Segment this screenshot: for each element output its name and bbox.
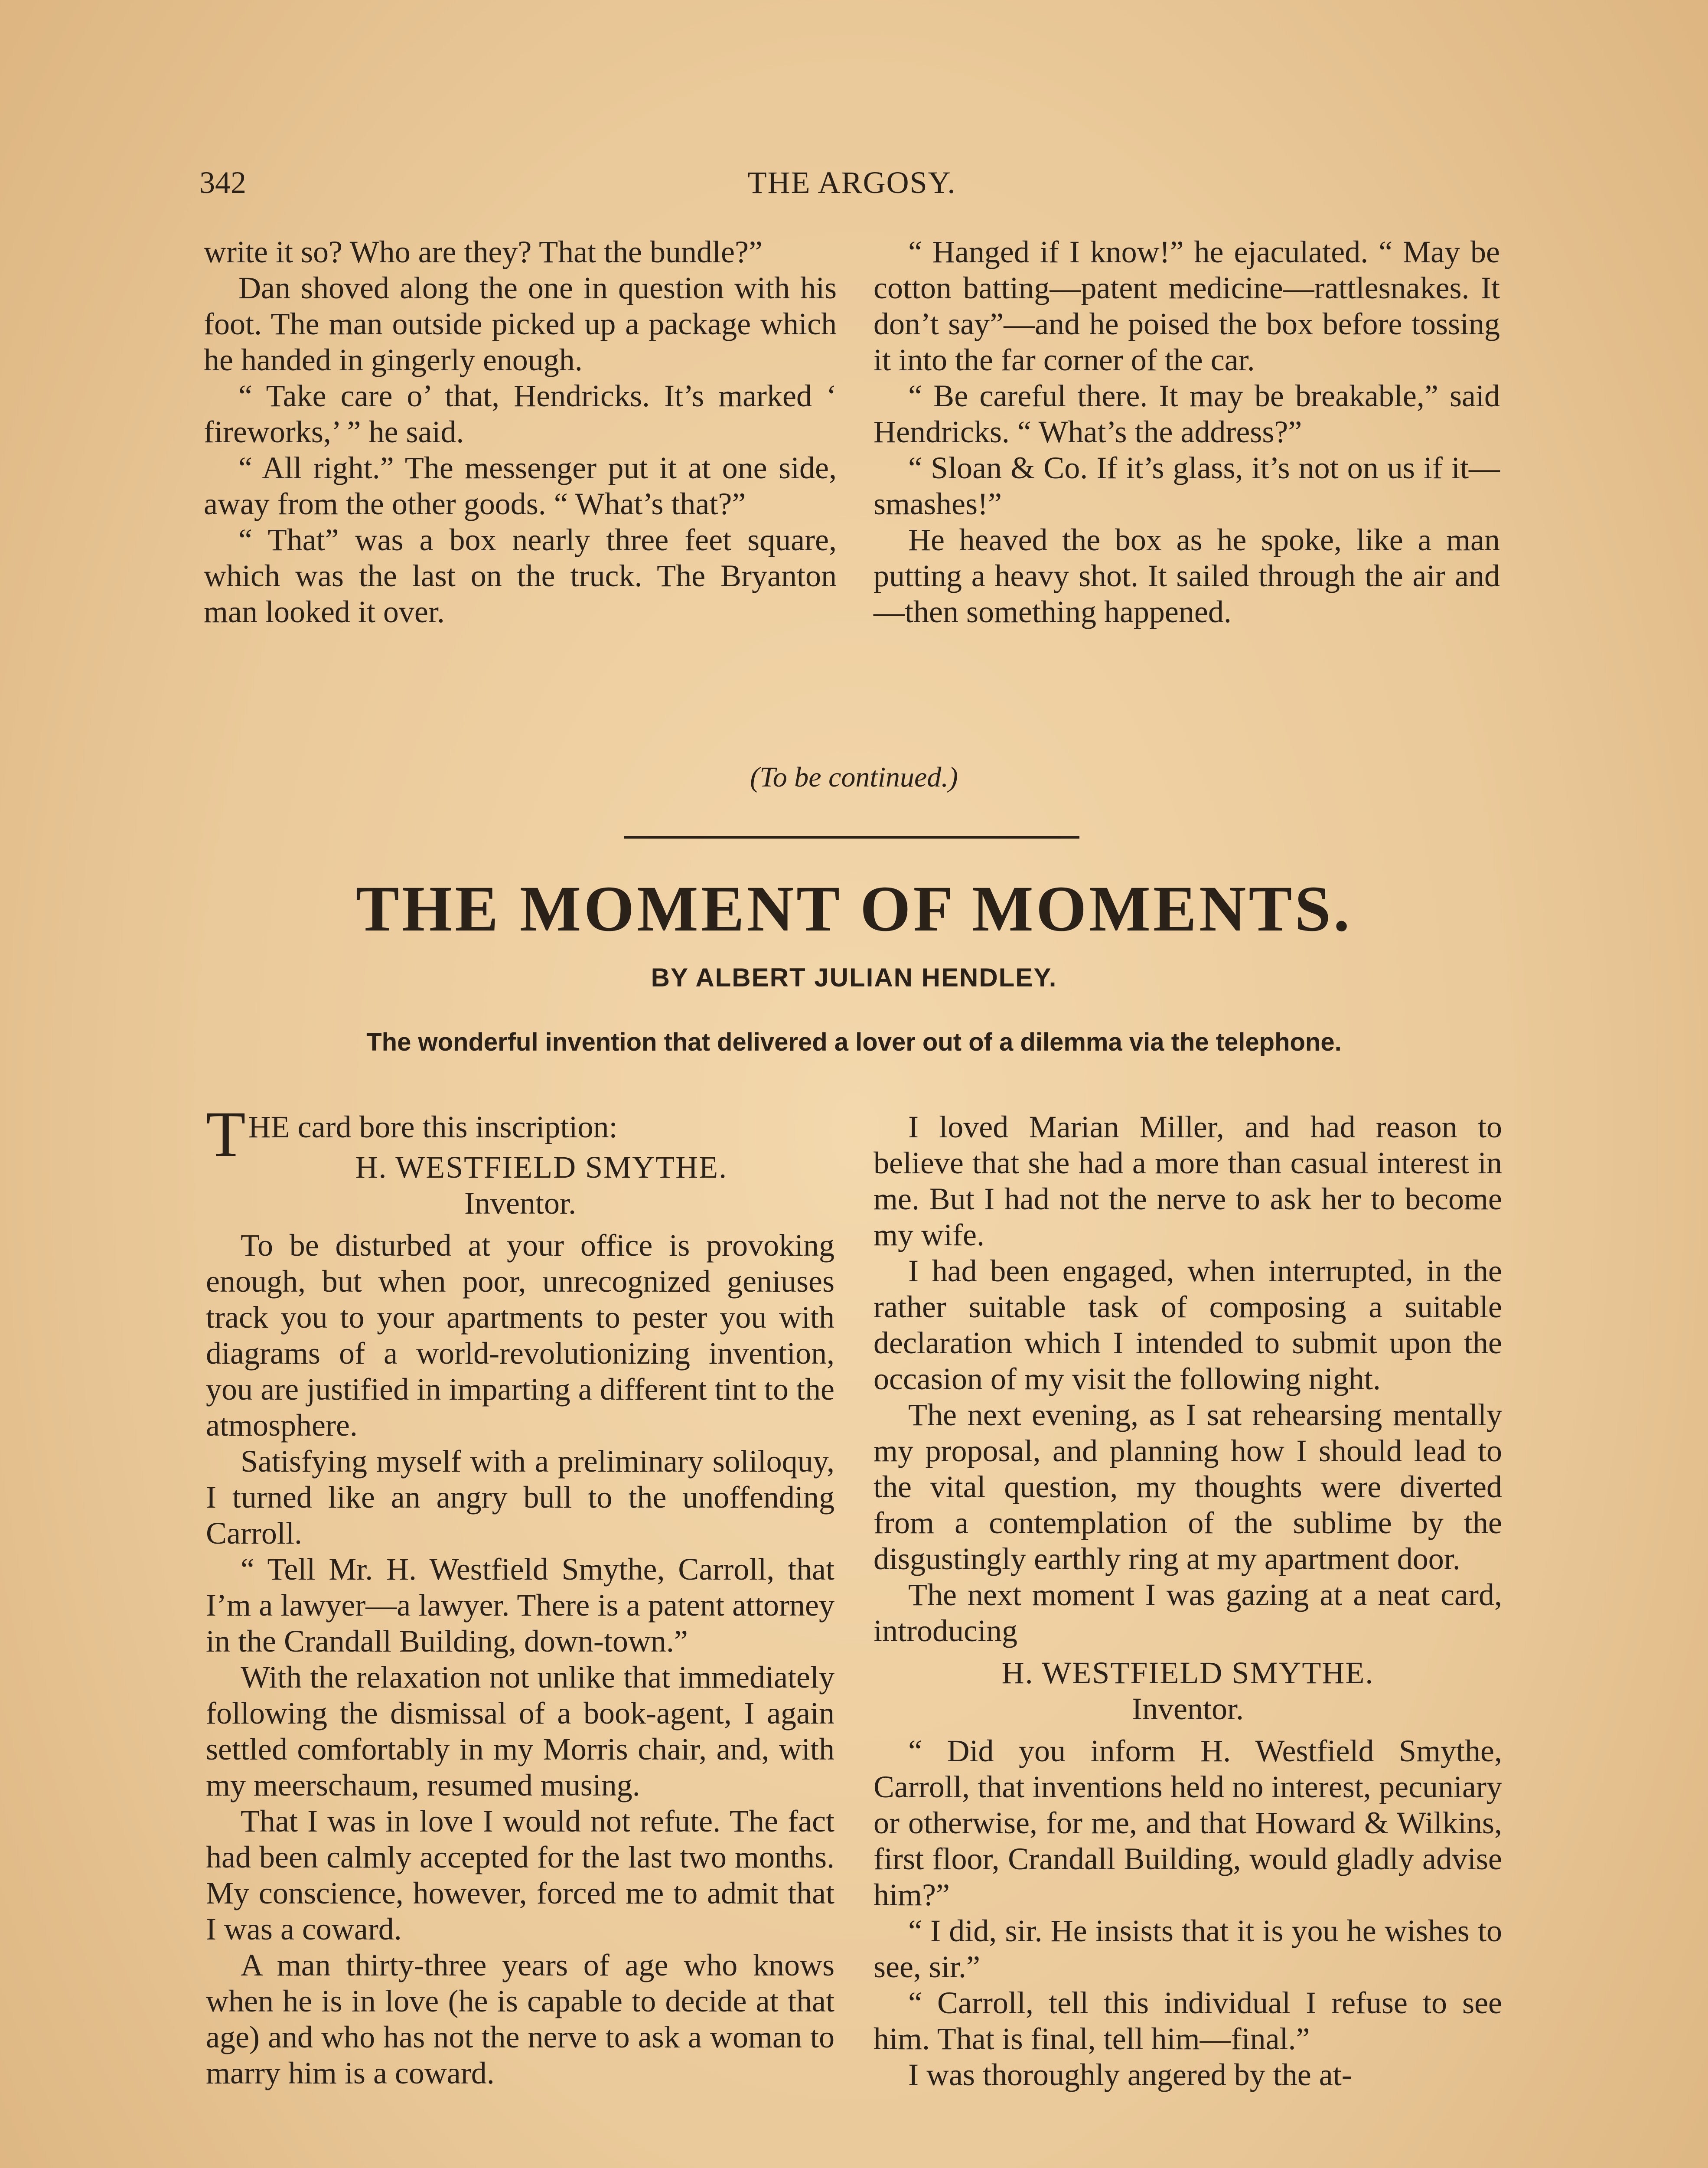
previous-story-right-column — [874, 234, 1500, 630]
previous-story-left-column — [204, 234, 837, 630]
paragraph: With the relaxation not unlike that immediately following the dismissal of a book-agent, I again settled comfortably in my Morris chair, and, with my meerschaum, resumed musing. — [206, 1660, 834, 1802]
paragraph: To be disturbed at your office is provoking enough, but when poor, unrecognized geniuses track you to your apartments to pester you with diagrams of a world-revolutionizing invention, you are justified in imparting a different tint to the atmosphere. — [206, 1228, 834, 1443]
paragraph: “ Sloan & Co. If it’s glass, it’s not on us if it—smashes!” — [874, 451, 1500, 521]
paragraph: I was thoroughly angered by the at- — [908, 2057, 1352, 2092]
paragraph: Satisfying myself with a preliminary soliloquy, I turned like an angry bull to the unoffending Carroll. — [206, 1444, 834, 1551]
story-blurb: The wonderful invention that delivered a lover out of a dilemma via the telephone. — [366, 1028, 1342, 1056]
card-name: H. WESTFIELD SMYTHE. — [1001, 1655, 1374, 1690]
story-title: THE MOMENT OF MOMENTS. — [355, 873, 1353, 945]
drop-cap: T — [206, 1098, 246, 1170]
paragraph: “ Hanged if I know!” he ejaculated. “ May be cotton batting—patent medicine—rattlesnakes. It don’t say”—and he poised the box before tossing it into the far corner of the car. — [874, 235, 1500, 377]
card-name: H. WESTFIELD SMYTHE. — [355, 1150, 728, 1185]
opening-text: HE card bore this inscription: — [248, 1110, 618, 1144]
paragraph: I had been engaged, when interrupted, in the rather suitable task of composing a suitable declaration which I intended to submit upon the occasion of my visit the following night. — [874, 1254, 1502, 1396]
story-left-column — [206, 1098, 834, 2091]
paragraph: “ That” was a box nearly three feet square, which was the last on the truck. The Bryanton man looked it over. — [204, 522, 837, 629]
running-head — [199, 165, 1504, 204]
journal-title: THE ARGOSY. — [747, 165, 956, 200]
paragraph: A man thirty-three years of age who knows when he is in love (he is capable to decide at that age) and who has not the nerve to ask a woman to marry him is a coward. — [206, 1948, 834, 2090]
story-right-column — [874, 1109, 1502, 2093]
paragraph: The next moment I was gazing at a neat card, introducing — [874, 1577, 1502, 1648]
card-title: Inventor. — [1132, 1691, 1244, 1726]
section-divider — [624, 836, 1079, 839]
continued-note: (To be continued.) — [750, 761, 958, 793]
paragraph: “ Be careful there. It may be breakable,” said Hendricks. “ What’s the address?” — [874, 379, 1500, 449]
paragraph: “ Carroll, tell this individual I refuse to see him. That is final, tell him—final.” — [874, 1985, 1502, 2056]
paragraph: That I was in love I would not refute. The fact had been calmly accepted for the last two months. My conscience, however, forced me to admit that I was a coward. — [206, 1804, 834, 1946]
story-byline: BY ALBERT JULIAN HENDLEY. — [651, 963, 1057, 992]
paragraph: I loved Marian Miller, and had reason to believe that she had a more than casual interest in me. But I had not the nerve to ask her to become my wife. — [874, 1110, 1502, 1252]
paragraph: write it so? Who are they? That the bundle?” — [204, 235, 763, 269]
paragraph: “ Take care o’ that, Hendricks. It’s marked ‘ fireworks,’ ” he said. — [204, 379, 837, 449]
paragraph: Dan shoved along the one in question with his foot. The man outside picked up a package which he handed in gingerly enough. — [204, 271, 837, 377]
paragraph: “ I did, sir. He insists that it is you he wishes to see, sir.” — [874, 1913, 1502, 1984]
card-title: Inventor. — [464, 1186, 576, 1221]
paragraph: He heaved the box as he spoke, like a man putting a heavy shot. It sailed through the air and—then something happened. — [874, 522, 1500, 629]
paragraph: “ Tell Mr. H. Westfield Smythe, Carroll, that I’m a lawyer—a lawyer. There is a patent attorney in the Crandall Building, down-town.” — [206, 1552, 834, 1659]
paragraph: The next evening, as I sat rehearsing mentally my proposal, and planning how I should lead to the vital question, my thoughts were diverted from a contemplation of the sublime by the disgustingly earthly ring at my apartment door. — [874, 1397, 1502, 1576]
page-number: 342 — [199, 165, 246, 200]
paragraph: “ Did you inform H. Westfield Smythe, Carroll, that inventions held no interest, pecuniary or otherwise, for me, and that Howard & Wilkins, first floor, Crandall Building, would gladly advise him?” — [874, 1734, 1502, 1912]
paragraph: “ All right.” The messenger put it at one side, away from the other goods. “ What’s that?” — [204, 451, 837, 521]
